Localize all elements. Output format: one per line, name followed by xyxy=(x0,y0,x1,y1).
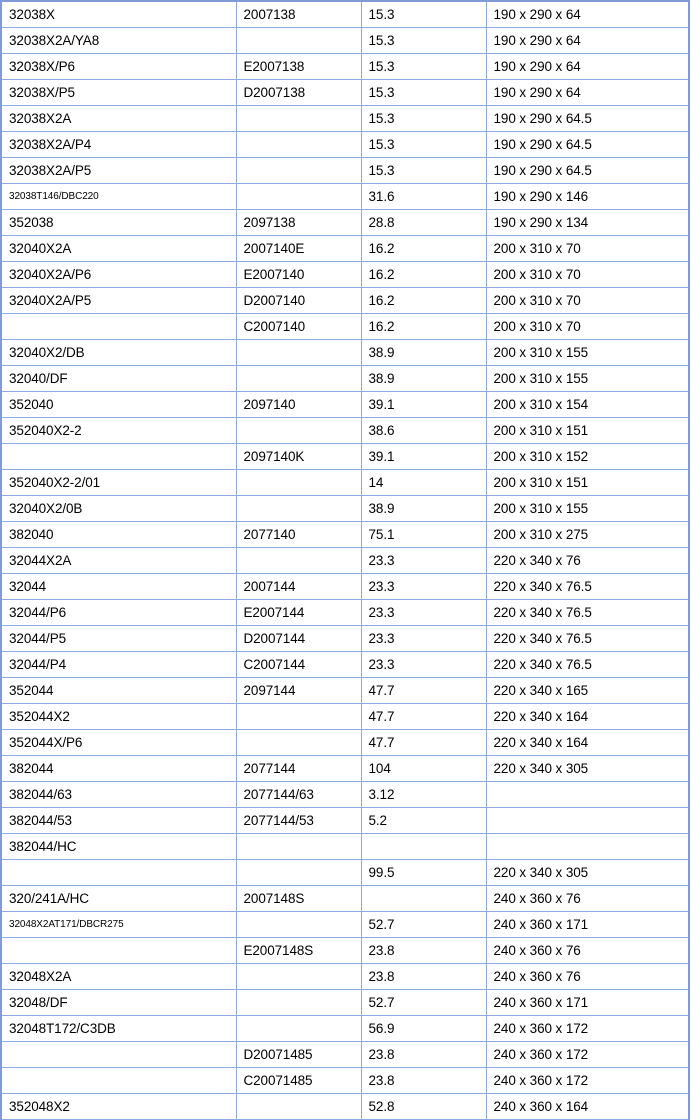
cell-weight: 28.8 xyxy=(361,210,486,236)
cell-dimensions: 190 x 290 x 64.5 xyxy=(486,158,689,184)
cell-dimensions: 190 x 290 x 64 xyxy=(486,1,689,28)
cell-alt-designation: 2077144/63 xyxy=(236,782,361,808)
table-row xyxy=(1,54,689,80)
cell-designation: 32038T146/DBC220 xyxy=(1,184,236,210)
cell-alt-designation: C2007144 xyxy=(236,652,361,678)
cell-dimensions: 240 x 360 x 172 xyxy=(486,1042,689,1068)
cell-weight: 15.3 xyxy=(361,1,486,28)
cell-alt-designation: D2007144 xyxy=(236,626,361,652)
table-row xyxy=(1,574,689,600)
cell-designation: 32048/DF xyxy=(1,990,236,1016)
table-row xyxy=(1,184,689,210)
cell-designation: 352044X/P6 xyxy=(1,730,236,756)
cell-alt-designation xyxy=(236,834,361,860)
cell-alt-designation xyxy=(236,990,361,1016)
cell-weight: 15.3 xyxy=(361,158,486,184)
cell-alt-designation xyxy=(236,548,361,574)
cell-weight: 38.6 xyxy=(361,418,486,444)
cell-designation: 32038X2A/P5 xyxy=(1,158,236,184)
cell-dimensions: 200 x 310 x 70 xyxy=(486,314,689,340)
cell-weight: 52.8 xyxy=(361,1094,486,1120)
cell-designation: 32048X2AT171/DBCR275 xyxy=(1,912,236,938)
cell-designation xyxy=(1,1042,236,1068)
cell-designation: 352040 xyxy=(1,392,236,418)
table-row xyxy=(1,834,689,860)
cell-dimensions: 200 x 310 x 154 xyxy=(486,392,689,418)
table-row xyxy=(1,600,689,626)
cell-weight: 14 xyxy=(361,470,486,496)
cell-alt-designation: E2007140 xyxy=(236,262,361,288)
cell-dimensions: 240 x 360 x 171 xyxy=(486,912,689,938)
cell-designation: 32040X2/0B xyxy=(1,496,236,522)
cell-dimensions: 220 x 340 x 76.5 xyxy=(486,626,689,652)
table-row xyxy=(1,1042,689,1068)
table-row xyxy=(1,652,689,678)
cell-alt-designation xyxy=(236,860,361,886)
cell-dimensions: 190 x 290 x 64.5 xyxy=(486,132,689,158)
cell-weight: 3.12 xyxy=(361,782,486,808)
cell-dimensions: 240 x 360 x 164 xyxy=(486,1094,689,1120)
cell-designation: 32038X2A/P4 xyxy=(1,132,236,158)
cell-weight: 23.3 xyxy=(361,574,486,600)
table-row xyxy=(1,1,689,28)
table-row xyxy=(1,288,689,314)
cell-weight: 38.9 xyxy=(361,496,486,522)
cell-dimensions: 200 x 310 x 155 xyxy=(486,496,689,522)
cell-designation: 352044 xyxy=(1,678,236,704)
cell-dimensions: 240 x 360 x 76 xyxy=(486,964,689,990)
cell-dimensions: 220 x 340 x 76.5 xyxy=(486,574,689,600)
cell-alt-designation: D2007138 xyxy=(236,80,361,106)
cell-weight: 16.2 xyxy=(361,314,486,340)
table-row xyxy=(1,236,689,262)
table-body xyxy=(1,1,689,1120)
cell-weight: 56.9 xyxy=(361,1016,486,1042)
cell-alt-designation xyxy=(236,106,361,132)
cell-designation: 32040/DF xyxy=(1,366,236,392)
cell-weight: 23.8 xyxy=(361,938,486,964)
cell-designation: 32048X2A xyxy=(1,964,236,990)
table-row xyxy=(1,756,689,782)
cell-weight: 23.8 xyxy=(361,964,486,990)
cell-dimensions: 220 x 340 x 164 xyxy=(486,704,689,730)
cell-alt-designation xyxy=(236,366,361,392)
cell-alt-designation: 2007148S xyxy=(236,886,361,912)
cell-designation: 32038X/P5 xyxy=(1,80,236,106)
cell-weight: 39.1 xyxy=(361,444,486,470)
table-row xyxy=(1,418,689,444)
table-row xyxy=(1,366,689,392)
cell-alt-designation xyxy=(236,184,361,210)
cell-dimensions xyxy=(486,808,689,834)
cell-alt-designation: 2007138 xyxy=(236,1,361,28)
cell-designation: 382044 xyxy=(1,756,236,782)
cell-alt-designation: E2007144 xyxy=(236,600,361,626)
cell-dimensions: 240 x 360 x 172 xyxy=(486,1068,689,1094)
table-row xyxy=(1,262,689,288)
table-row xyxy=(1,964,689,990)
cell-alt-designation: E2007148S xyxy=(236,938,361,964)
cell-designation: 352048X2 xyxy=(1,1094,236,1120)
cell-designation: 32040X2A/P5 xyxy=(1,288,236,314)
cell-dimensions: 220 x 340 x 164 xyxy=(486,730,689,756)
cell-designation: 32048T172/C3DB xyxy=(1,1016,236,1042)
cell-dimensions: 220 x 340 x 76 xyxy=(486,548,689,574)
table-row xyxy=(1,938,689,964)
cell-alt-designation xyxy=(236,496,361,522)
cell-weight: 16.2 xyxy=(361,288,486,314)
cell-weight: 52.7 xyxy=(361,990,486,1016)
cell-designation: 352038 xyxy=(1,210,236,236)
table-row xyxy=(1,808,689,834)
cell-dimensions: 190 x 290 x 64 xyxy=(486,54,689,80)
cell-weight: 47.7 xyxy=(361,704,486,730)
cell-alt-designation: 2077144 xyxy=(236,756,361,782)
table-row xyxy=(1,678,689,704)
cell-dimensions: 220 x 340 x 305 xyxy=(486,860,689,886)
cell-alt-designation: 2097140 xyxy=(236,392,361,418)
cell-dimensions: 190 x 290 x 64 xyxy=(486,80,689,106)
cell-designation: 352040X2-2/01 xyxy=(1,470,236,496)
cell-dimensions: 200 x 310 x 151 xyxy=(486,470,689,496)
cell-weight: 47.7 xyxy=(361,730,486,756)
cell-weight: 15.3 xyxy=(361,80,486,106)
cell-dimensions xyxy=(486,782,689,808)
cell-weight: 23.3 xyxy=(361,626,486,652)
cell-designation: 320/241A/HC xyxy=(1,886,236,912)
cell-alt-designation xyxy=(236,704,361,730)
cell-designation: 382040 xyxy=(1,522,236,548)
table-row xyxy=(1,886,689,912)
table-row xyxy=(1,782,689,808)
table-row xyxy=(1,990,689,1016)
cell-designation xyxy=(1,314,236,340)
cell-alt-designation: 2007140E xyxy=(236,236,361,262)
cell-weight: 23.8 xyxy=(361,1068,486,1094)
cell-weight: 23.3 xyxy=(361,652,486,678)
table-row xyxy=(1,1016,689,1042)
cell-dimensions: 240 x 360 x 76 xyxy=(486,886,689,912)
cell-dimensions: 200 x 310 x 155 xyxy=(486,340,689,366)
cell-dimensions: 200 x 310 x 70 xyxy=(486,262,689,288)
cell-alt-designation xyxy=(236,1094,361,1120)
cell-dimensions: 240 x 360 x 171 xyxy=(486,990,689,1016)
cell-alt-designation: 2007144 xyxy=(236,574,361,600)
cell-alt-designation: 2097144 xyxy=(236,678,361,704)
cell-designation: 32044/P5 xyxy=(1,626,236,652)
cell-alt-designation xyxy=(236,912,361,938)
cell-alt-designation: D2007140 xyxy=(236,288,361,314)
cell-alt-designation xyxy=(236,1016,361,1042)
table-row xyxy=(1,80,689,106)
cell-dimensions: 220 x 340 x 76.5 xyxy=(486,652,689,678)
cell-dimensions: 200 x 310 x 155 xyxy=(486,366,689,392)
cell-designation: 32044 xyxy=(1,574,236,600)
table-row xyxy=(1,470,689,496)
table-row xyxy=(1,1068,689,1094)
cell-alt-designation xyxy=(236,964,361,990)
cell-weight: 15.3 xyxy=(361,106,486,132)
cell-designation xyxy=(1,1068,236,1094)
cell-weight: 15.3 xyxy=(361,132,486,158)
cell-dimensions: 190 x 290 x 134 xyxy=(486,210,689,236)
table-row xyxy=(1,106,689,132)
cell-weight: 99.5 xyxy=(361,860,486,886)
cell-designation: 32040X2A xyxy=(1,236,236,262)
cell-alt-designation: C2007140 xyxy=(236,314,361,340)
table-row xyxy=(1,1094,689,1120)
cell-weight: 15.3 xyxy=(361,28,486,54)
cell-alt-designation: D20071485 xyxy=(236,1042,361,1068)
cell-designation: 382044/53 xyxy=(1,808,236,834)
cell-dimensions xyxy=(486,834,689,860)
cell-dimensions: 190 x 290 x 64 xyxy=(486,28,689,54)
cell-alt-designation: C20071485 xyxy=(236,1068,361,1094)
cell-designation: 32044X2A xyxy=(1,548,236,574)
cell-designation: 382044/63 xyxy=(1,782,236,808)
cell-alt-designation xyxy=(236,132,361,158)
cell-dimensions: 190 x 290 x 64.5 xyxy=(486,106,689,132)
cell-alt-designation xyxy=(236,470,361,496)
cell-alt-designation: 2077144/53 xyxy=(236,808,361,834)
cell-designation: 32040X2/DB xyxy=(1,340,236,366)
cell-designation xyxy=(1,860,236,886)
cell-weight: 39.1 xyxy=(361,392,486,418)
table-row xyxy=(1,158,689,184)
cell-dimensions: 190 x 290 x 146 xyxy=(486,184,689,210)
cell-weight: 16.2 xyxy=(361,236,486,262)
cell-weight: 38.9 xyxy=(361,340,486,366)
table-row xyxy=(1,626,689,652)
cell-dimensions: 220 x 340 x 165 xyxy=(486,678,689,704)
table-row xyxy=(1,912,689,938)
cell-designation: 32038X xyxy=(1,1,236,28)
table-row xyxy=(1,548,689,574)
table-row xyxy=(1,314,689,340)
cell-weight xyxy=(361,834,486,860)
cell-dimensions: 200 x 310 x 275 xyxy=(486,522,689,548)
cell-alt-designation: E2007138 xyxy=(236,54,361,80)
table-row xyxy=(1,392,689,418)
table-row xyxy=(1,730,689,756)
cell-dimensions: 240 x 360 x 172 xyxy=(486,1016,689,1042)
cell-weight: 16.2 xyxy=(361,262,486,288)
table-row xyxy=(1,132,689,158)
cell-designation: 32038X2A xyxy=(1,106,236,132)
cell-alt-designation xyxy=(236,28,361,54)
table-row xyxy=(1,340,689,366)
cell-dimensions: 220 x 340 x 76.5 xyxy=(486,600,689,626)
cell-weight: 104 xyxy=(361,756,486,782)
cell-designation: 32044/P4 xyxy=(1,652,236,678)
cell-designation: 32038X2A/YA8 xyxy=(1,28,236,54)
cell-weight: 31.6 xyxy=(361,184,486,210)
table-row xyxy=(1,704,689,730)
cell-alt-designation xyxy=(236,340,361,366)
cell-alt-designation: 2097138 xyxy=(236,210,361,236)
cell-designation xyxy=(1,444,236,470)
cell-designation: 32044/P6 xyxy=(1,600,236,626)
cell-weight: 38.9 xyxy=(361,366,486,392)
cell-designation: 352040X2-2 xyxy=(1,418,236,444)
cell-alt-designation xyxy=(236,158,361,184)
table-row xyxy=(1,860,689,886)
cell-designation: 382044/HC xyxy=(1,834,236,860)
cell-dimensions: 200 x 310 x 152 xyxy=(486,444,689,470)
cell-alt-designation: 2077140 xyxy=(236,522,361,548)
cell-designation: 32038X/P6 xyxy=(1,54,236,80)
cell-weight: 5.2 xyxy=(361,808,486,834)
table-row xyxy=(1,496,689,522)
cell-alt-designation xyxy=(236,418,361,444)
cell-designation: 32040X2A/P6 xyxy=(1,262,236,288)
cell-dimensions: 200 x 310 x 151 xyxy=(486,418,689,444)
table-row xyxy=(1,210,689,236)
cell-designation: 352044X2 xyxy=(1,704,236,730)
cell-alt-designation xyxy=(236,730,361,756)
cell-weight: 23.3 xyxy=(361,600,486,626)
cell-weight xyxy=(361,886,486,912)
cell-dimensions: 200 x 310 x 70 xyxy=(486,236,689,262)
table-row xyxy=(1,28,689,54)
cell-designation xyxy=(1,938,236,964)
cell-weight: 23.3 xyxy=(361,548,486,574)
cell-weight: 23.8 xyxy=(361,1042,486,1068)
cell-weight: 47.7 xyxy=(361,678,486,704)
cell-weight: 75.1 xyxy=(361,522,486,548)
table-row xyxy=(1,444,689,470)
table-row xyxy=(1,522,689,548)
cell-dimensions: 200 x 310 x 70 xyxy=(486,288,689,314)
cell-alt-designation: 2097140K xyxy=(236,444,361,470)
cell-dimensions: 240 x 360 x 76 xyxy=(486,938,689,964)
cell-weight: 52.7 xyxy=(361,912,486,938)
cell-weight: 15.3 xyxy=(361,54,486,80)
cell-dimensions: 220 x 340 x 305 xyxy=(486,756,689,782)
